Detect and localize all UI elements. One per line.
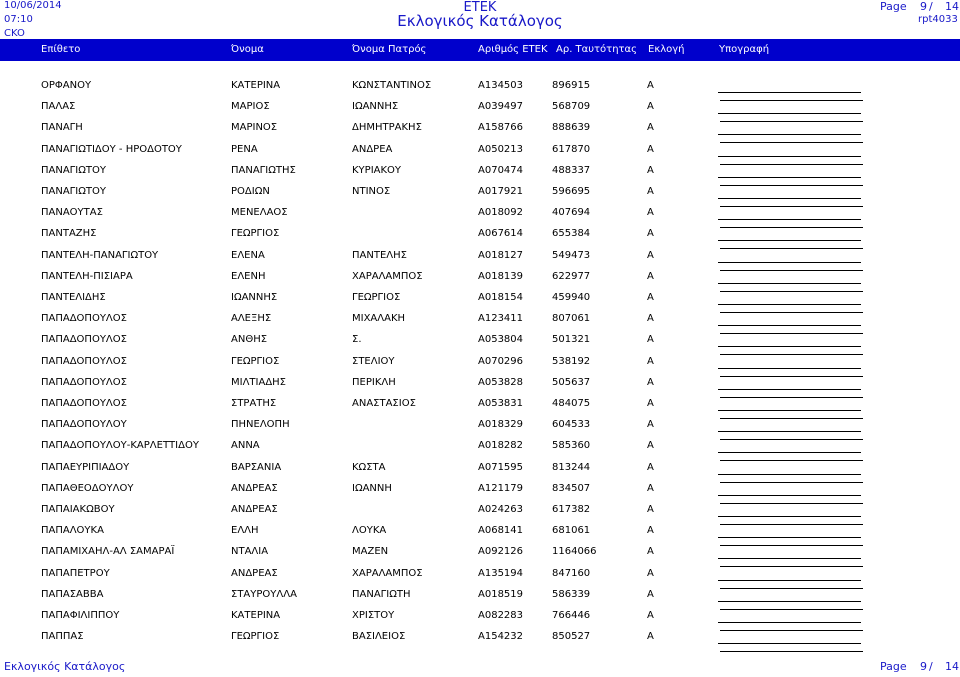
cell-name: ΕΛΕΝΑ <box>231 249 265 261</box>
cell-surname: ΠΑΠΑΔΟΠΟΥΛΟΥ <box>41 419 127 431</box>
table-row <box>0 144 960 158</box>
cell-surname: ΠΑΝΤΕΛΗ-ΠΑΝΑΓΙΩΤΟΥ <box>41 249 159 261</box>
report-code: CKO <box>4 28 25 39</box>
table-row <box>0 228 960 242</box>
cell-name: ΜΕΝΕΛΑΟΣ <box>231 207 288 219</box>
cell-id-number: 604533 <box>552 419 591 431</box>
signature-line <box>718 156 861 157</box>
cell-name: ΑΝΔΡΕΑΣ <box>231 482 278 494</box>
cell-surname: ΠΑΠΑΜΙΧΑΗΛ-ΑΛ ΣΑΜΑΡΑΪ <box>41 546 175 558</box>
page-number: 9 <box>920 0 927 13</box>
signature-line <box>718 113 861 114</box>
footer-page-total: 14 <box>945 660 959 673</box>
organisation-name: ETEK <box>463 0 497 15</box>
cell-id-number: 655384 <box>552 228 591 240</box>
cell-name: ΓΕΩΡΓΙΟΣ <box>231 631 280 643</box>
cell-member-number: A039497 <box>478 101 524 113</box>
cell-name: ΑΝΝΑ <box>231 440 260 452</box>
signature-line <box>718 368 861 369</box>
cell-id-number: 568709 <box>552 101 591 113</box>
footer-page-separator: / <box>929 660 933 673</box>
cell-id-number: 807061 <box>552 313 591 325</box>
table-row <box>0 610 960 624</box>
table-row <box>0 207 960 221</box>
cell-vote: A <box>647 292 654 303</box>
cell-id-number: 888639 <box>552 122 591 134</box>
cell-id-number: 896915 <box>552 80 591 91</box>
cell-father-name: ΠΑΝΑΓΙΩΤΗ <box>352 588 411 600</box>
cell-father-name: ΝΤΙΝΟΣ <box>352 186 391 197</box>
report-time: 07:10 <box>4 14 33 25</box>
table-row <box>0 462 960 476</box>
signature-line <box>718 537 861 538</box>
column-header-id-no: Αρ. Ταυτότητας <box>556 44 638 55</box>
cell-vote: A <box>647 588 654 600</box>
table-row <box>0 504 960 518</box>
signature-line <box>718 601 861 602</box>
cell-name: ΕΛΕΝΗ <box>231 270 266 282</box>
cell-father-name: ΚΩΣΤΑ <box>352 461 386 473</box>
cell-name: ΕΛΛΗ <box>231 525 259 537</box>
signature-line <box>718 346 861 347</box>
cell-surname: ΠΑΠΑΠΕΤΡΟΥ <box>41 567 110 579</box>
table-row <box>0 80 960 94</box>
signature-line <box>718 325 861 326</box>
cell-name: ΓΕΩΡΓΙΟΣ <box>231 228 280 240</box>
signature-line <box>718 516 861 517</box>
cell-vote: A <box>647 122 654 134</box>
cell-name: ΜΑΡΙΝΟΣ <box>231 122 278 134</box>
cell-name: ΚΑΤΕΡΙΝΑ <box>231 610 281 621</box>
cell-id-number: 505637 <box>552 376 591 388</box>
table-row <box>0 186 960 200</box>
table-row <box>0 313 960 327</box>
cell-surname: ΠΑΠΑΔΟΠΟΥΛΟΣ <box>41 398 127 409</box>
cell-id-number: 1164066 <box>552 546 597 558</box>
cell-name: ΡΕΝΑ <box>231 143 258 155</box>
cell-surname: ΠΑΝΤΕΛΗ-ΠΙΣΙΑΡΑ <box>41 270 133 282</box>
cell-id-number: 538192 <box>552 355 591 367</box>
table-row <box>0 631 960 645</box>
cell-member-number: A071595 <box>478 461 524 473</box>
cell-vote: A <box>647 164 654 176</box>
cell-father-name: ΒΑΣΙΛΕΙΟΣ <box>352 631 406 643</box>
cell-member-number: A158766 <box>478 122 524 134</box>
cell-vote: A <box>647 482 654 494</box>
signature-line <box>718 389 861 390</box>
cell-vote: A <box>647 440 654 452</box>
table-row <box>0 568 960 582</box>
signature-line <box>718 643 861 644</box>
cell-surname: ΠΑΠΑΔΟΠΟΥΛΟΣ <box>41 313 127 325</box>
cell-name: ΑΛΕΞΗΣ <box>231 313 272 325</box>
column-header-member-no: Αριθμός ΕΤΕΚ <box>478 44 548 55</box>
cell-surname: ΠΑΝΑΟΥΤΑΣ <box>41 207 103 219</box>
cell-id-number: 847160 <box>552 567 591 579</box>
cell-name: ΓΕΩΡΓΙΟΣ <box>231 355 280 367</box>
cell-member-number: A070474 <box>478 164 524 176</box>
cell-vote: A <box>647 504 654 515</box>
report-id: rpt4033 <box>918 14 958 25</box>
cell-surname: ΠΑΠΑΘΕΟΔΟΥΛΟΥ <box>41 482 134 494</box>
cell-id-number: 484075 <box>552 398 591 409</box>
cell-vote: A <box>647 207 654 219</box>
cell-name: ΣΤΑΥΡΟΥΛΛΑ <box>231 588 297 600</box>
cell-surname: ΠΑΠΠΑΣ <box>41 631 84 643</box>
cell-father-name: Σ. <box>352 334 362 346</box>
cell-id-number: 813244 <box>552 461 591 473</box>
table-row <box>0 292 960 306</box>
cell-member-number: A123411 <box>478 313 524 325</box>
cell-id-number: 585360 <box>552 440 591 452</box>
cell-surname: ΠΑΝΑΓΙΩΤΟΥ <box>41 186 106 197</box>
table-row <box>0 101 960 115</box>
signature-line <box>718 262 861 263</box>
cell-father-name: ΧΡΙΣΤΟΥ <box>352 610 395 621</box>
cell-surname: ΟΡΦΑΝΟΥ <box>41 80 92 91</box>
cell-member-number: A018154 <box>478 292 524 303</box>
cell-surname: ΠΑΠΑΔΟΠΟΥΛΟΣ <box>41 355 127 367</box>
table-row <box>0 525 960 539</box>
signature-line <box>718 622 861 623</box>
cell-member-number: A154232 <box>478 631 524 643</box>
cell-id-number: 850527 <box>552 631 591 643</box>
cell-id-number: 766446 <box>552 610 591 621</box>
cell-member-number: A135194 <box>478 567 524 579</box>
cell-id-number: 681061 <box>552 525 591 537</box>
cell-vote: A <box>647 567 654 579</box>
signature-line <box>718 134 861 135</box>
cell-father-name: ΛΟΥΚΑ <box>352 525 387 537</box>
signature-line <box>718 558 861 559</box>
column-header-bar <box>0 39 960 61</box>
cell-id-number: 834507 <box>552 482 591 494</box>
cell-vote: A <box>647 186 654 197</box>
cell-member-number: A070296 <box>478 355 524 367</box>
cell-father-name: ΑΝΑΣΤΑΣΙΟΣ <box>352 398 416 409</box>
cell-id-number: 549473 <box>552 249 591 261</box>
cell-member-number: A018092 <box>478 207 524 219</box>
cell-name: ΡΟΔΙΩΝ <box>231 186 270 197</box>
cell-id-number: 617382 <box>552 504 591 515</box>
cell-father-name: ΜΑΖΕΝ <box>352 546 389 558</box>
cell-surname: ΠΑΛΑΣ <box>41 101 76 113</box>
cell-name: ΒΑΡΣΑΝΙΑ <box>231 461 282 473</box>
signature-line <box>718 474 861 475</box>
cell-id-number: 501321 <box>552 334 591 346</box>
signature-line <box>718 452 861 453</box>
table-row <box>0 334 960 348</box>
cell-father-name: ΚΩΝΣΤΑΝΤΙΝΟΣ <box>352 80 432 91</box>
cell-id-number: 622977 <box>552 270 591 282</box>
cell-father-name: ΧΑΡΑΛΑΜΠΟΣ <box>352 270 423 282</box>
cell-vote: A <box>647 398 654 409</box>
report-date: 10/06/2014 <box>4 0 62 11</box>
cell-vote: A <box>647 631 654 643</box>
table-row <box>0 165 960 179</box>
cell-name: ΚΑΤΕΡΙΝΑ <box>231 80 281 91</box>
page-separator: / <box>929 0 933 13</box>
cell-vote: A <box>647 228 654 240</box>
cell-id-number: 617870 <box>552 143 591 155</box>
cell-id-number: 459940 <box>552 292 591 303</box>
signature-line <box>718 219 861 220</box>
column-header-surname: Επίθετο <box>41 44 81 55</box>
cell-surname: ΠΑΠΑΔΟΠΟΥΛΟΥ-ΚΑΡΛΕΤΤΙΔΟΥ <box>41 440 199 452</box>
table-row <box>0 356 960 370</box>
column-header-father: Όνομα Πατρός <box>352 44 427 55</box>
cell-id-number: 586339 <box>552 588 591 600</box>
signature-line <box>718 304 861 305</box>
cell-member-number: A068141 <box>478 525 524 537</box>
cell-surname: ΠΑΠΑΛΟΥΚΑ <box>41 525 104 537</box>
cell-surname: ΠΑΠΑΕΥΡΙΠΙΑΔΟΥ <box>41 461 130 473</box>
cell-father-name: ΙΩΑΝΝΗ <box>352 482 392 494</box>
column-header-name: Όνομα <box>231 44 264 55</box>
cell-vote: A <box>647 525 654 537</box>
cell-father-name: ΙΩΑΝΝΗΣ <box>352 101 399 113</box>
cell-name: ΜΑΡΙΟΣ <box>231 101 270 113</box>
signature-line <box>720 651 863 652</box>
cell-vote: A <box>647 334 654 346</box>
signature-line <box>718 177 861 178</box>
cell-vote: A <box>647 419 654 431</box>
cell-id-number: 488337 <box>552 164 591 176</box>
signature-line <box>718 240 861 241</box>
cell-vote: A <box>647 355 654 367</box>
cell-member-number: A024263 <box>478 504 524 515</box>
cell-father-name: ΚΥΡΙΑΚΟΥ <box>352 164 402 176</box>
cell-surname: ΠΑΝΑΓΗ <box>41 122 83 134</box>
cell-member-number: A053828 <box>478 376 524 388</box>
table-row <box>0 419 960 433</box>
report-title: Εκλογικός Κατάλογος <box>397 12 563 30</box>
column-header-signature: Υπογραφή <box>719 44 770 55</box>
cell-surname: ΠΑΝΑΓΙΩΤΟΥ <box>41 164 106 176</box>
cell-surname: ΠΑΠΑΔΟΠΟΥΛΟΣ <box>41 376 127 388</box>
column-header-vote: Εκλογή <box>648 44 685 55</box>
cell-vote: A <box>647 610 654 621</box>
table-row <box>0 377 960 391</box>
cell-surname: ΠΑΠΑΙΑΚΩΒΟΥ <box>41 504 115 515</box>
footer-page-number: 9 <box>920 660 927 673</box>
table-row <box>0 589 960 603</box>
cell-father-name: ΣΤΕΛΙΟΥ <box>352 355 395 367</box>
table-row <box>0 250 960 264</box>
cell-vote: A <box>647 546 654 558</box>
cell-name: ΜΙΛΤΙΑΔΗΣ <box>231 376 286 388</box>
footer-title: Εκλογικός Κατάλογος <box>4 660 126 673</box>
cell-surname: ΠΑΠΑΣΑΒΒΑ <box>41 588 104 600</box>
cell-name: ΑΝΘΗΣ <box>231 334 268 346</box>
cell-id-number: 596695 <box>552 186 591 197</box>
cell-member-number: A082283 <box>478 610 524 621</box>
cell-member-number: A017921 <box>478 186 524 197</box>
cell-father-name: ΓΕΩΡΓΙΟΣ <box>352 292 401 303</box>
cell-father-name: ΠΕΡΙΚΛΗ <box>352 376 396 388</box>
cell-father-name: ΔΗΜΗΤΡΑΚΗΣ <box>352 122 422 134</box>
table-row <box>0 122 960 136</box>
footer-page-label: Page <box>880 660 907 673</box>
cell-father-name: ΠΑΝΤΕΛΗΣ <box>352 249 407 261</box>
cell-member-number: A092126 <box>478 546 524 558</box>
cell-vote: A <box>647 249 654 261</box>
signature-line <box>718 580 861 581</box>
cell-name: ΠΗΝΕΛΟΠΗ <box>231 419 290 431</box>
cell-surname: ΠΑΝΑΓΙΩΤΙΔΟΥ - ΗΡΟΔΟΤΟΥ <box>41 143 182 155</box>
cell-surname: ΠΑΝΤΕΛΙΔΗΣ <box>41 292 106 303</box>
cell-father-name: ΧΑΡΑΛΑΜΠΟΣ <box>352 567 423 579</box>
table-row <box>0 440 960 454</box>
table-row <box>0 398 960 412</box>
cell-id-number: 407694 <box>552 207 591 219</box>
cell-member-number: A053831 <box>478 398 524 409</box>
cell-member-number: A018127 <box>478 249 524 261</box>
page-total: 14 <box>945 0 959 13</box>
cell-surname: ΠΑΠΑΔΟΠΟΥΛΟΣ <box>41 334 127 346</box>
cell-member-number: A067614 <box>478 228 524 240</box>
signature-line <box>718 495 861 496</box>
cell-member-number: A018519 <box>478 588 524 600</box>
cell-member-number: A134503 <box>478 80 524 91</box>
signature-line <box>718 431 861 432</box>
cell-name: ΠΑΝΑΓΙΩΤΗΣ <box>231 164 296 176</box>
cell-member-number: A053804 <box>478 334 524 346</box>
cell-member-number: A018139 <box>478 270 524 282</box>
cell-member-number: A018282 <box>478 440 524 452</box>
table-row <box>0 546 960 560</box>
cell-name: ΝΤΑΛΙΑ <box>231 546 269 558</box>
cell-father-name: ΑΝΔΡΕΑ <box>352 143 393 155</box>
table-row <box>0 483 960 497</box>
cell-member-number: A050213 <box>478 143 524 155</box>
table-row <box>0 271 960 285</box>
cell-vote: A <box>647 80 654 91</box>
cell-vote: A <box>647 313 654 325</box>
cell-vote: A <box>647 376 654 388</box>
cell-vote: A <box>647 101 654 113</box>
signature-line <box>718 410 861 411</box>
cell-name: ΑΝΔΡΕΑΣ <box>231 567 278 579</box>
cell-vote: A <box>647 461 654 473</box>
cell-vote: A <box>647 270 654 282</box>
cell-vote: A <box>647 143 654 155</box>
cell-member-number: A121179 <box>478 482 524 494</box>
signature-line <box>718 283 861 284</box>
cell-member-number: A018329 <box>478 419 524 431</box>
cell-name: ΙΩΑΝΝΗΣ <box>231 292 278 303</box>
cell-name: ΑΝΔΡΕΑΣ <box>231 504 278 515</box>
cell-name: ΣΤΡΑΤΗΣ <box>231 398 277 409</box>
cell-surname: ΠΑΝΤΑΖΗΣ <box>41 228 97 240</box>
page-label: Page <box>880 0 907 13</box>
cell-surname: ΠΑΠΑΦΙΛΙΠΠΟΥ <box>41 610 120 621</box>
signature-line <box>718 92 861 93</box>
cell-father-name: ΜΙΧΑΛΑΚΗ <box>352 313 406 325</box>
signature-line <box>718 198 861 199</box>
